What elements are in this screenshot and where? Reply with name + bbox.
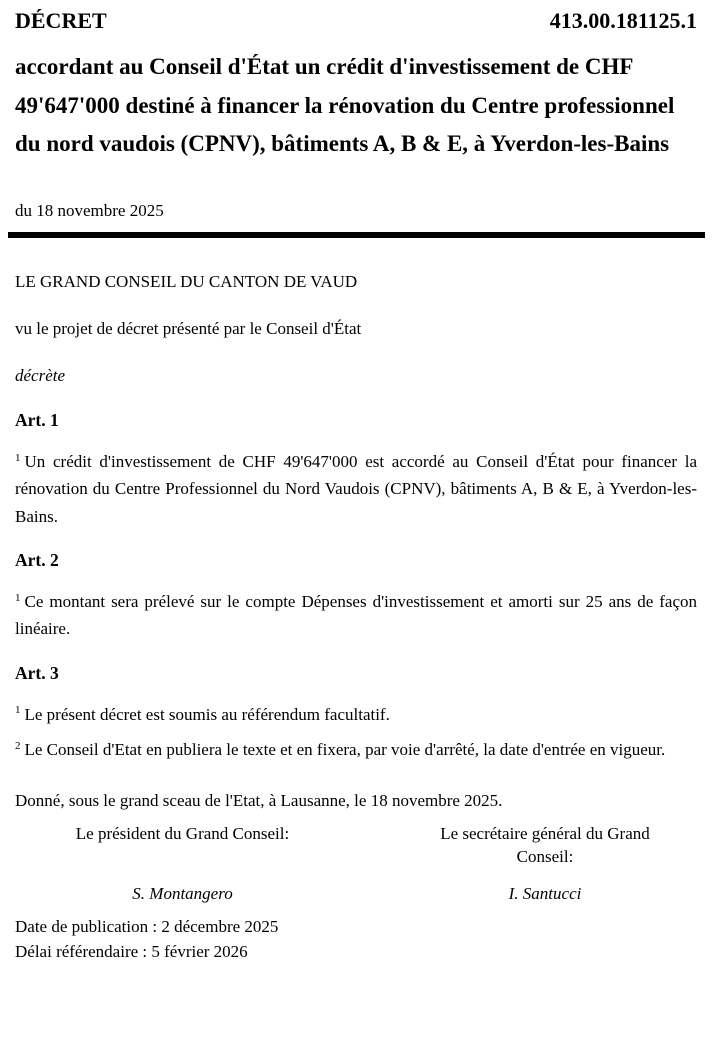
signature-block bbox=[15, 823, 697, 906]
paragraph-marker: 1 bbox=[15, 591, 21, 604]
article-1-heading: Art. 1 bbox=[15, 409, 59, 430]
paragraph-text: Un crédit d'investissement de CHF 49'647'000 est accordé au Conseil d'État pour financer la rénovation du Centre Professionnel du Nord Vaudois (CPNV), bâtiments A, B & E, à Yverdon-les-Bains. bbox=[15, 452, 697, 526]
document-header bbox=[15, 8, 697, 34]
document-reference-number: 413.00.181125.1 bbox=[549, 8, 697, 33]
referendum-deadline-line: Délai référendaire : 5 février 2026 bbox=[15, 942, 248, 962]
header-divider-rule bbox=[8, 232, 705, 238]
paragraph-marker: 1 bbox=[15, 704, 21, 717]
article-1-paragraph-1 bbox=[15, 448, 697, 530]
signature-president bbox=[15, 823, 350, 906]
given-under-seal-line: Donné, sous le grand sceau de l'Etat, à Lausanne, le 18 novembre 2025. bbox=[15, 791, 503, 811]
preamble-considering: vu le projet de décret présenté par le Conseil d'État bbox=[15, 319, 362, 339]
document-kind-label: DÉCRET bbox=[15, 8, 107, 33]
paragraph-text: Le présent décret est soumis au référendum facultatif. bbox=[24, 705, 390, 725]
preamble-enacts: décrète bbox=[15, 366, 66, 386]
signature-secretary-general bbox=[417, 823, 673, 906]
paragraph-text: Le Conseil d'Etat en publiera le texte et en fixera, par voie d'arrêté, la date d'entrée en vigueur. bbox=[24, 740, 666, 760]
signature-role-secretary: Le secrétaire général du Grand Conseil: bbox=[440, 823, 650, 866]
decree-date-line: du 18 novembre 2025 bbox=[15, 200, 164, 220]
document-title: accordant au Conseil d'État un crédit d'investissement de CHF 49'647'000 destiné à financer la rénovation du Centre professionnel du nord vaudois (CPNV), bâtiments A, B & E, à Yverdon-les-Bains bbox=[15, 54, 675, 156]
signature-role-president: Le président du Grand Conseil: bbox=[75, 823, 290, 843]
paragraph-marker: 1 bbox=[15, 451, 21, 464]
article-3-paragraph-2 bbox=[15, 736, 697, 763]
article-2-paragraph-1 bbox=[15, 588, 697, 642]
article-2-heading: Art. 2 bbox=[15, 549, 59, 570]
article-3-paragraph-1 bbox=[15, 701, 697, 728]
signature-name-president: S. Montangero bbox=[132, 883, 233, 903]
signature-name-secretary: I. Santucci bbox=[508, 883, 582, 903]
article-3-heading: Art. 3 bbox=[15, 662, 59, 683]
publication-info bbox=[15, 914, 697, 965]
issuing-authority: LE GRAND CONSEIL DU CANTON DE VAUD bbox=[15, 272, 358, 292]
publication-date-line: Date de publication : 2 décembre 2025 bbox=[15, 916, 279, 936]
paragraph-text: Ce montant sera prélevé sur le compte Dépenses d'investissement et amorti sur 25 ans de façon linéaire. bbox=[15, 592, 697, 639]
paragraph-marker: 2 bbox=[15, 739, 21, 752]
